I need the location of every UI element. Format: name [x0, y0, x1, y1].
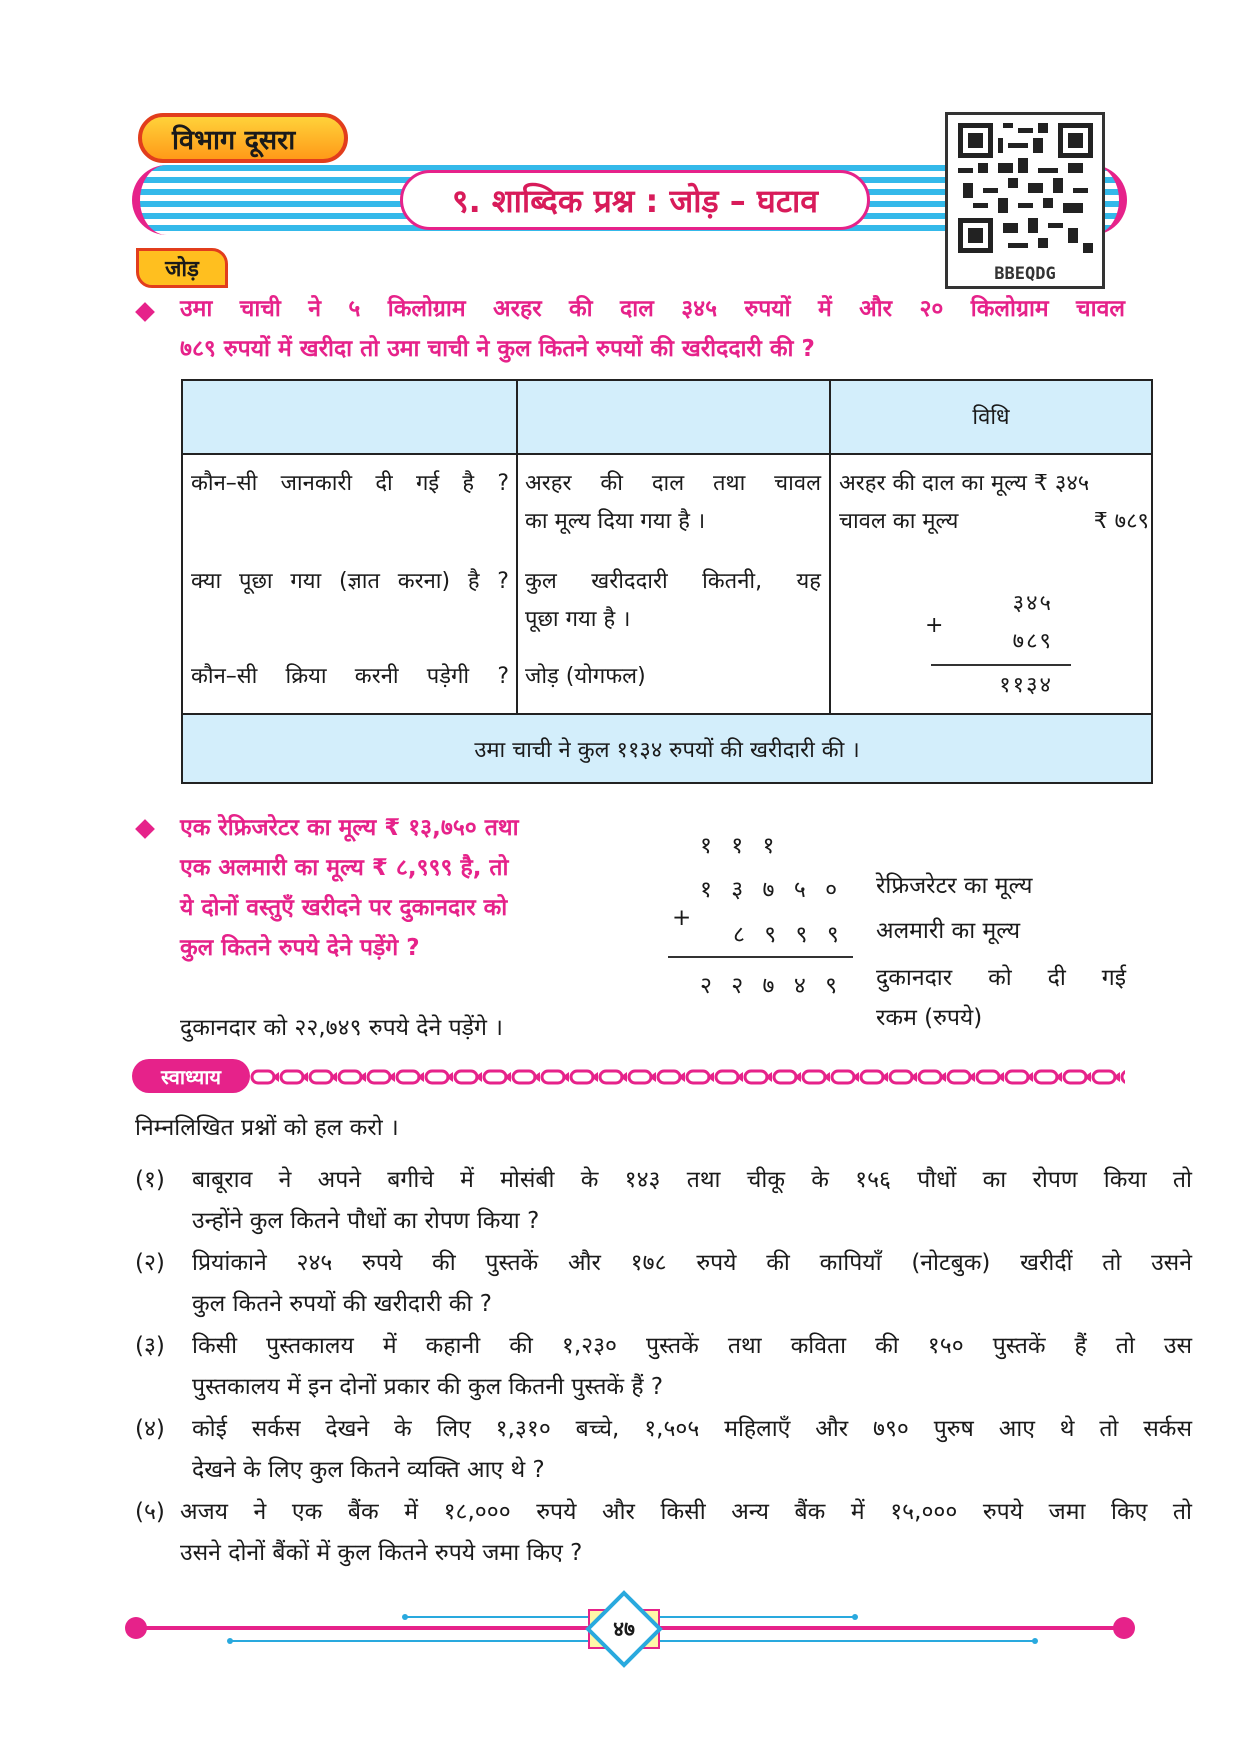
calc-addend-2: ७८९ — [1012, 629, 1053, 654]
question-number: (३) — [135, 1333, 165, 1359]
chain-divider — [250, 1068, 1125, 1086]
example2-sum-line — [668, 956, 853, 958]
question-line1: कोई सर्कस देखने के लिए १,३१० बच्चे, १,५०५ महिलाएँ और ७९० पुरुष आए थे तो सर्कस — [192, 1416, 1192, 1442]
example2-sum: २ २ ७ ४ ९ — [700, 973, 844, 999]
question-number: (५) — [135, 1499, 165, 1525]
exercise-tag: स्वाध्याय — [132, 1059, 250, 1093]
info-table — [181, 379, 1153, 784]
qr-code-label: BBEQDG — [994, 264, 1056, 284]
qr-code-icon — [958, 123, 1093, 253]
section-tag: विभाग दूसरा — [138, 113, 348, 163]
example2-question-line2: एक अलमारी का मूल्य ₹ ८,९९९ है, तो — [180, 855, 509, 881]
question-number: (२) — [135, 1250, 165, 1276]
example1-question-line1: उमा चाची ने ५ किलोग्राम अरहर की दाल ३४५ रुपयों में और २० किलोग्राम चावल — [180, 296, 1125, 322]
row1-method-line1: अरहर की दाल का मूल्य ₹ ३४५ — [839, 471, 1090, 496]
example2-carry: १ १ १ — [700, 833, 781, 859]
example2-question-line3: ये दोनों वस्तुएँ खरीदने पर दुकानदार को — [180, 895, 508, 921]
question-line1: अजय ने एक बैंक में १८,००० रुपये और किसी अन्य बैंक में १५,००० रुपये जमा किए तो — [180, 1499, 1192, 1525]
example2-label-total-line2: रकम (रुपये) — [876, 1005, 983, 1031]
question-line2: उसने दोनों बैंकों में कुल कितने रुपये जमा किए ? — [180, 1540, 583, 1566]
example2-plus-sign: + — [672, 905, 698, 931]
example2-addend-2: ८ ९ ९ ९ — [733, 922, 845, 948]
question-line2: उन्होंने कुल कितने पौधों का रोपण किया ? — [192, 1208, 540, 1234]
calc-sum: ११३४ — [999, 673, 1053, 698]
question-line2: कुल कितने रुपयों की खरीदारी की ? — [192, 1291, 492, 1317]
row1-method-line2-value: ₹ ७८९ — [1093, 509, 1149, 534]
page-number-badge — [585, 1590, 663, 1668]
question-number: (१) — [135, 1167, 165, 1193]
row1-method-line2-label: चावल का मूल्य — [839, 509, 959, 534]
table-divider — [516, 381, 518, 713]
calc-sum-line — [931, 664, 1071, 666]
row2-answer-line1: कुल खरीददारी कितनी, यह — [525, 569, 821, 594]
calc-addend-1: ३४५ — [1012, 591, 1053, 616]
page-number: ४७ — [613, 1617, 635, 1641]
row1-answer-line2: का मूल्य दिया गया है । — [525, 509, 706, 534]
question-line2: पुस्तकालय में इन दोनों प्रकार की कुल कितनी पुस्तकें हैं ? — [192, 1374, 664, 1400]
row3-question: कौन–सी क्रिया करनी पड़ेगी ? — [191, 664, 509, 689]
bullet-diamond-icon — [135, 302, 155, 322]
exercise-instruction: निम्नलिखित प्रश्नों को हल करो । — [135, 1115, 399, 1141]
table-header-vidhi: विधि — [972, 405, 1010, 430]
table-answer-text: उमा चाची ने कुल ११३४ रुपयों की खरीदारी की । — [474, 737, 860, 763]
question-line1: किसी पुस्तकालय में कहानी की १,२३० पुस्तकें तथा कविता की १५० पुस्तकें हैं तो उस — [192, 1333, 1192, 1359]
row2-answer-line2: पूछा गया है । — [525, 607, 631, 632]
example2-label-fridge: रेफ्रिजरेटर का मूल्य — [876, 873, 1033, 899]
row3-answer: जोड़ (योगफल) — [525, 664, 646, 689]
example2-answer: दुकानदार को २२,७४९ रुपये देने पड़ेंगे । — [180, 1015, 503, 1041]
table-answer-row — [183, 713, 1151, 782]
question-line1: बाबूराव ने अपने बगीचे में मोसंबी के १४३ तथा चीकू के १५६ पौधों का रोपण किया तो — [192, 1167, 1192, 1193]
example1-question-line2: ७८९ रुपयों में खरीदा तो उमा चाची ने कुल कितने रुपयों की खरीददारी की ? — [180, 336, 815, 362]
calc-plus-sign: + — [925, 613, 944, 638]
chapter-title: ९. शाब्दिक प्रश्न : जोड़ – घटाव — [400, 170, 870, 230]
row2-question: क्या पूछा गया (ज्ञात करना) है ? — [191, 569, 509, 594]
example2-question-line1: एक रेफ्रिजरेटर का मूल्य ₹ १३,७५० तथा — [180, 815, 519, 841]
row1-answer-line1: अरहर की दाल तथा चावल — [525, 471, 821, 496]
qr-code-box[interactable] — [945, 112, 1105, 289]
topic-tag: जोड़ — [136, 248, 228, 288]
question-line2: देखने के लिए कुल कितने व्यक्ति आए थे ? — [192, 1457, 545, 1483]
bullet-diamond-icon — [135, 819, 155, 839]
example2-question-line4: कुल कितने रुपये देने पड़ेंगे ? — [180, 935, 420, 961]
example2-addend-1: १ ३ ७ ५ ० — [700, 877, 844, 903]
example2-label-total-line1: दुकानदार को दी गई — [876, 965, 1126, 991]
row1-question: कौन–सी जानकारी दी गई है ? — [191, 471, 509, 496]
question-line1: प्रियांकाने २४५ रुपये की पुस्तकें और १७८ रुपये की कापियाँ (नोटबुक) खरीदीं तो उसने — [192, 1250, 1192, 1276]
example2-label-almirah: अलमारी का मूल्य — [876, 918, 1021, 944]
question-number: (४) — [135, 1416, 165, 1442]
